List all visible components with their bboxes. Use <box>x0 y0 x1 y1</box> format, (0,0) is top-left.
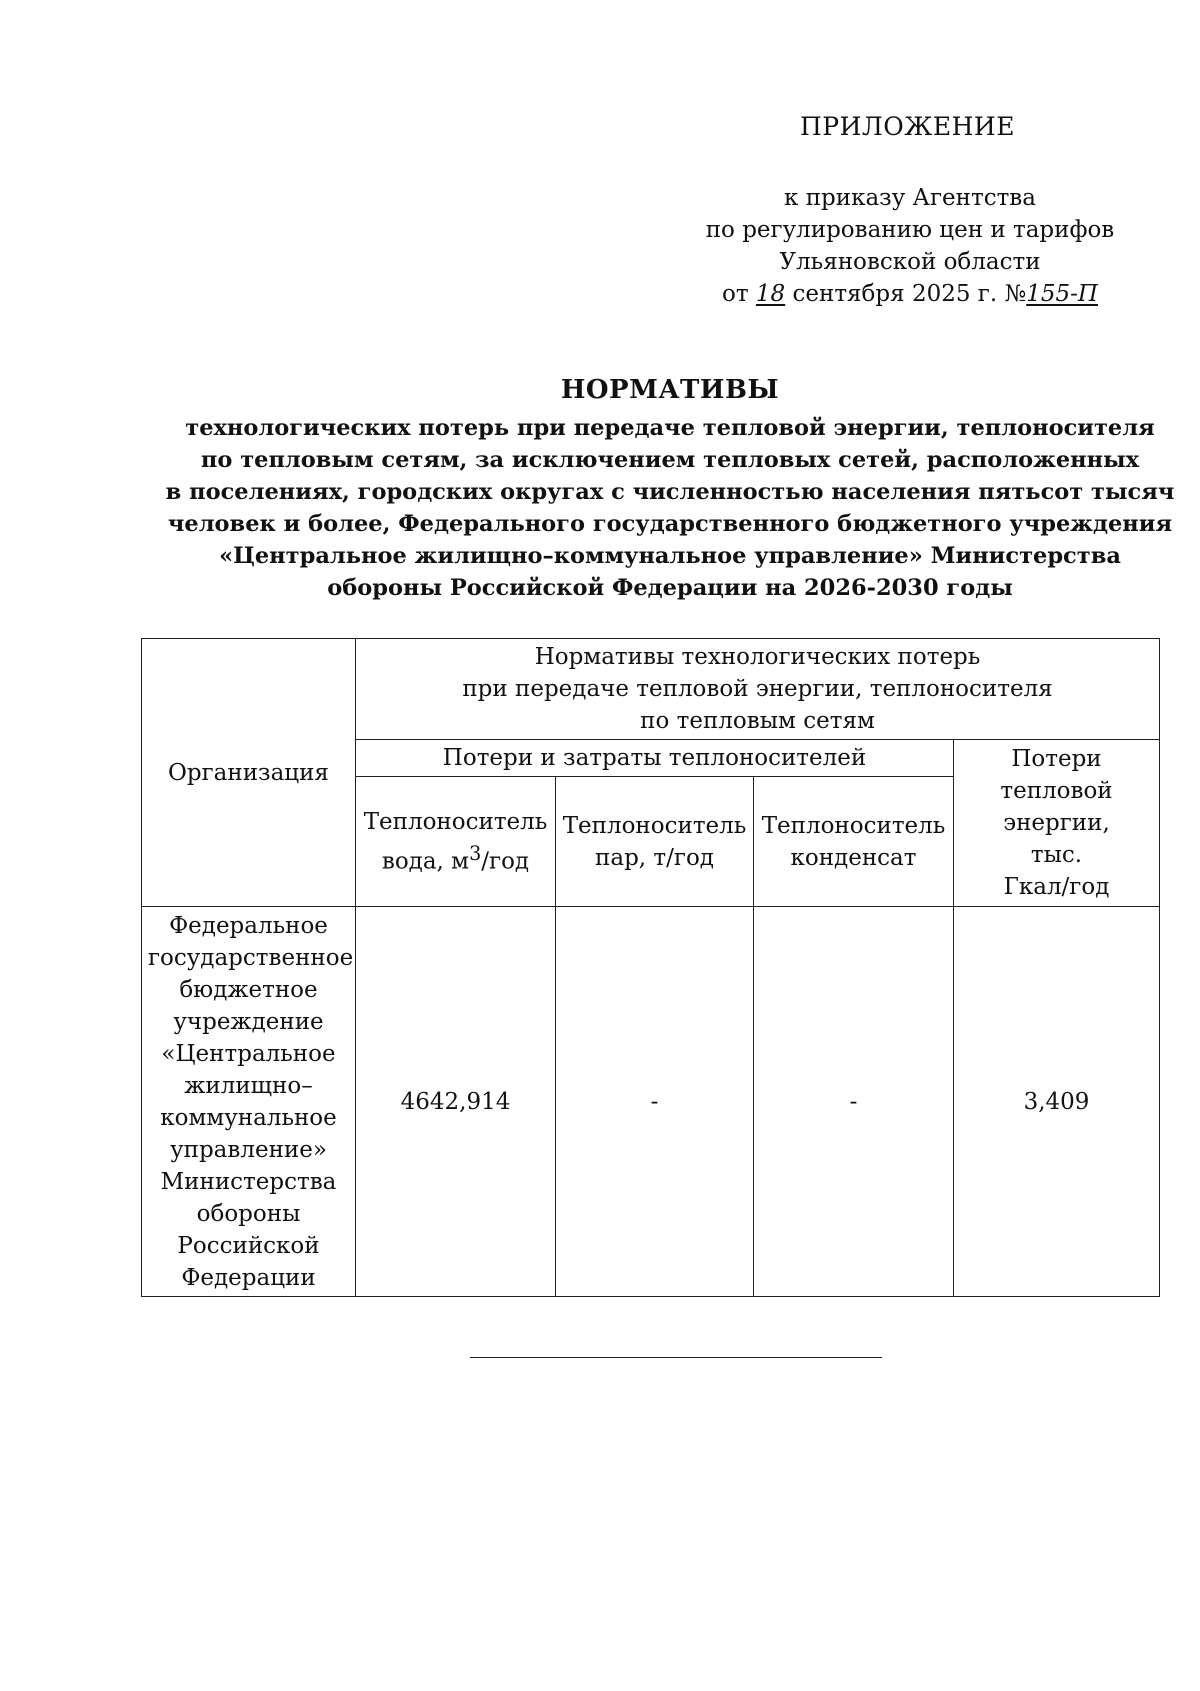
annex-ref-line-1: к приказу Агентства <box>784 185 1036 211</box>
date-rest: сентября 2025 г. № <box>792 281 1027 307</box>
header-condensate <box>754 777 954 907</box>
annex-ref-line-3: Ульяновской области <box>779 249 1041 275</box>
org-line: «Центральное <box>161 1040 336 1067</box>
header-water-unit: вода, м <box>381 848 470 875</box>
org-line: обороны <box>196 1200 301 1227</box>
document-title: НОРМАТИВЫ <box>560 375 780 405</box>
annex-title: ПРИЛОЖЕНИЕ <box>800 112 1015 141</box>
annex-ref-line-2: по регулированию цен и тарифов <box>705 217 1115 243</box>
annex-date-line <box>680 278 1140 310</box>
cell-water-value: 4642,914 <box>356 907 556 1297</box>
date-day-handwritten: 18 <box>755 281 786 307</box>
norms-table <box>141 638 1160 1297</box>
org-line: Федерации <box>181 1264 316 1291</box>
org-line: бюджетное <box>179 976 318 1003</box>
header-norms-line: Нормативы технологических потерь <box>534 644 981 670</box>
subtitle-line: в поселениях, городских округах с численностью населения пятьсот тысяч <box>165 479 1175 505</box>
org-line: государственное <box>148 944 354 971</box>
header-water-sup: 3 <box>469 841 482 865</box>
org-line: Федеральное <box>169 912 328 939</box>
table-row <box>142 907 1160 1297</box>
header-steam-line: Теплоноситель <box>562 812 747 839</box>
cell-steam-value: - <box>556 907 754 1297</box>
header-steam <box>556 777 754 907</box>
header-water <box>356 777 556 907</box>
header-organization: Организация <box>142 639 356 907</box>
org-line: Министерства <box>160 1168 337 1195</box>
document-subtitle <box>150 412 1190 604</box>
header-condensate-line: Теплоноситель <box>761 812 946 839</box>
header-norms-group <box>356 639 1160 740</box>
annex-reference <box>680 182 1140 310</box>
header-water-unit-post: /год <box>481 848 530 875</box>
header-norms-line: при передаче тепловой энергии, теплоносителя <box>462 676 1053 702</box>
org-line: учреждение <box>173 1008 324 1035</box>
header-heat-loss <box>954 740 1160 907</box>
header-water-line <box>362 838 549 878</box>
header-steam-line: пар, т/год <box>595 844 714 871</box>
header-coolant-losses: Потери и затраты теплоносителей <box>356 740 954 777</box>
org-line: жилищно– <box>184 1072 313 1099</box>
header-heat-loss-line: Потери <box>1011 746 1102 772</box>
org-line: Российской <box>177 1232 320 1259</box>
header-heat-loss-line: Гкал/год <box>1003 874 1110 900</box>
order-number-handwritten: 155-П <box>1026 281 1098 307</box>
header-heat-loss-line: тыс. <box>1030 842 1083 868</box>
subtitle-line: «Центральное жилищно–коммунальное управление» Министерства <box>219 543 1121 569</box>
closing-rule <box>470 1357 882 1358</box>
subtitle-line: обороны Российской Федерации на 2026-2030 годы <box>327 575 1013 601</box>
subtitle-line: технологических потерь при передаче тепловой энергии, теплоносителя <box>185 415 1155 441</box>
header-water-line: Теплоноситель <box>363 808 548 835</box>
cell-condensate-value: - <box>754 907 954 1297</box>
subtitle-line: по тепловым сетям, за исключением тепловых сетей, расположенных <box>200 447 1140 473</box>
cell-organization <box>142 907 356 1297</box>
date-prefix: от <box>722 281 749 307</box>
subtitle-line: человек и более, Федерального государственного бюджетного учреждения <box>167 511 1173 537</box>
header-heat-loss-line: тепловой <box>1000 778 1113 804</box>
org-line: управление» <box>170 1136 327 1163</box>
org-line: коммунальное <box>160 1104 337 1131</box>
header-condensate-line: конденсат <box>790 844 917 871</box>
header-heat-loss-line: энергии, <box>1003 810 1110 836</box>
cell-heat-loss-value: 3,409 <box>954 907 1160 1297</box>
header-norms-line: по тепловым сетям <box>640 708 875 734</box>
